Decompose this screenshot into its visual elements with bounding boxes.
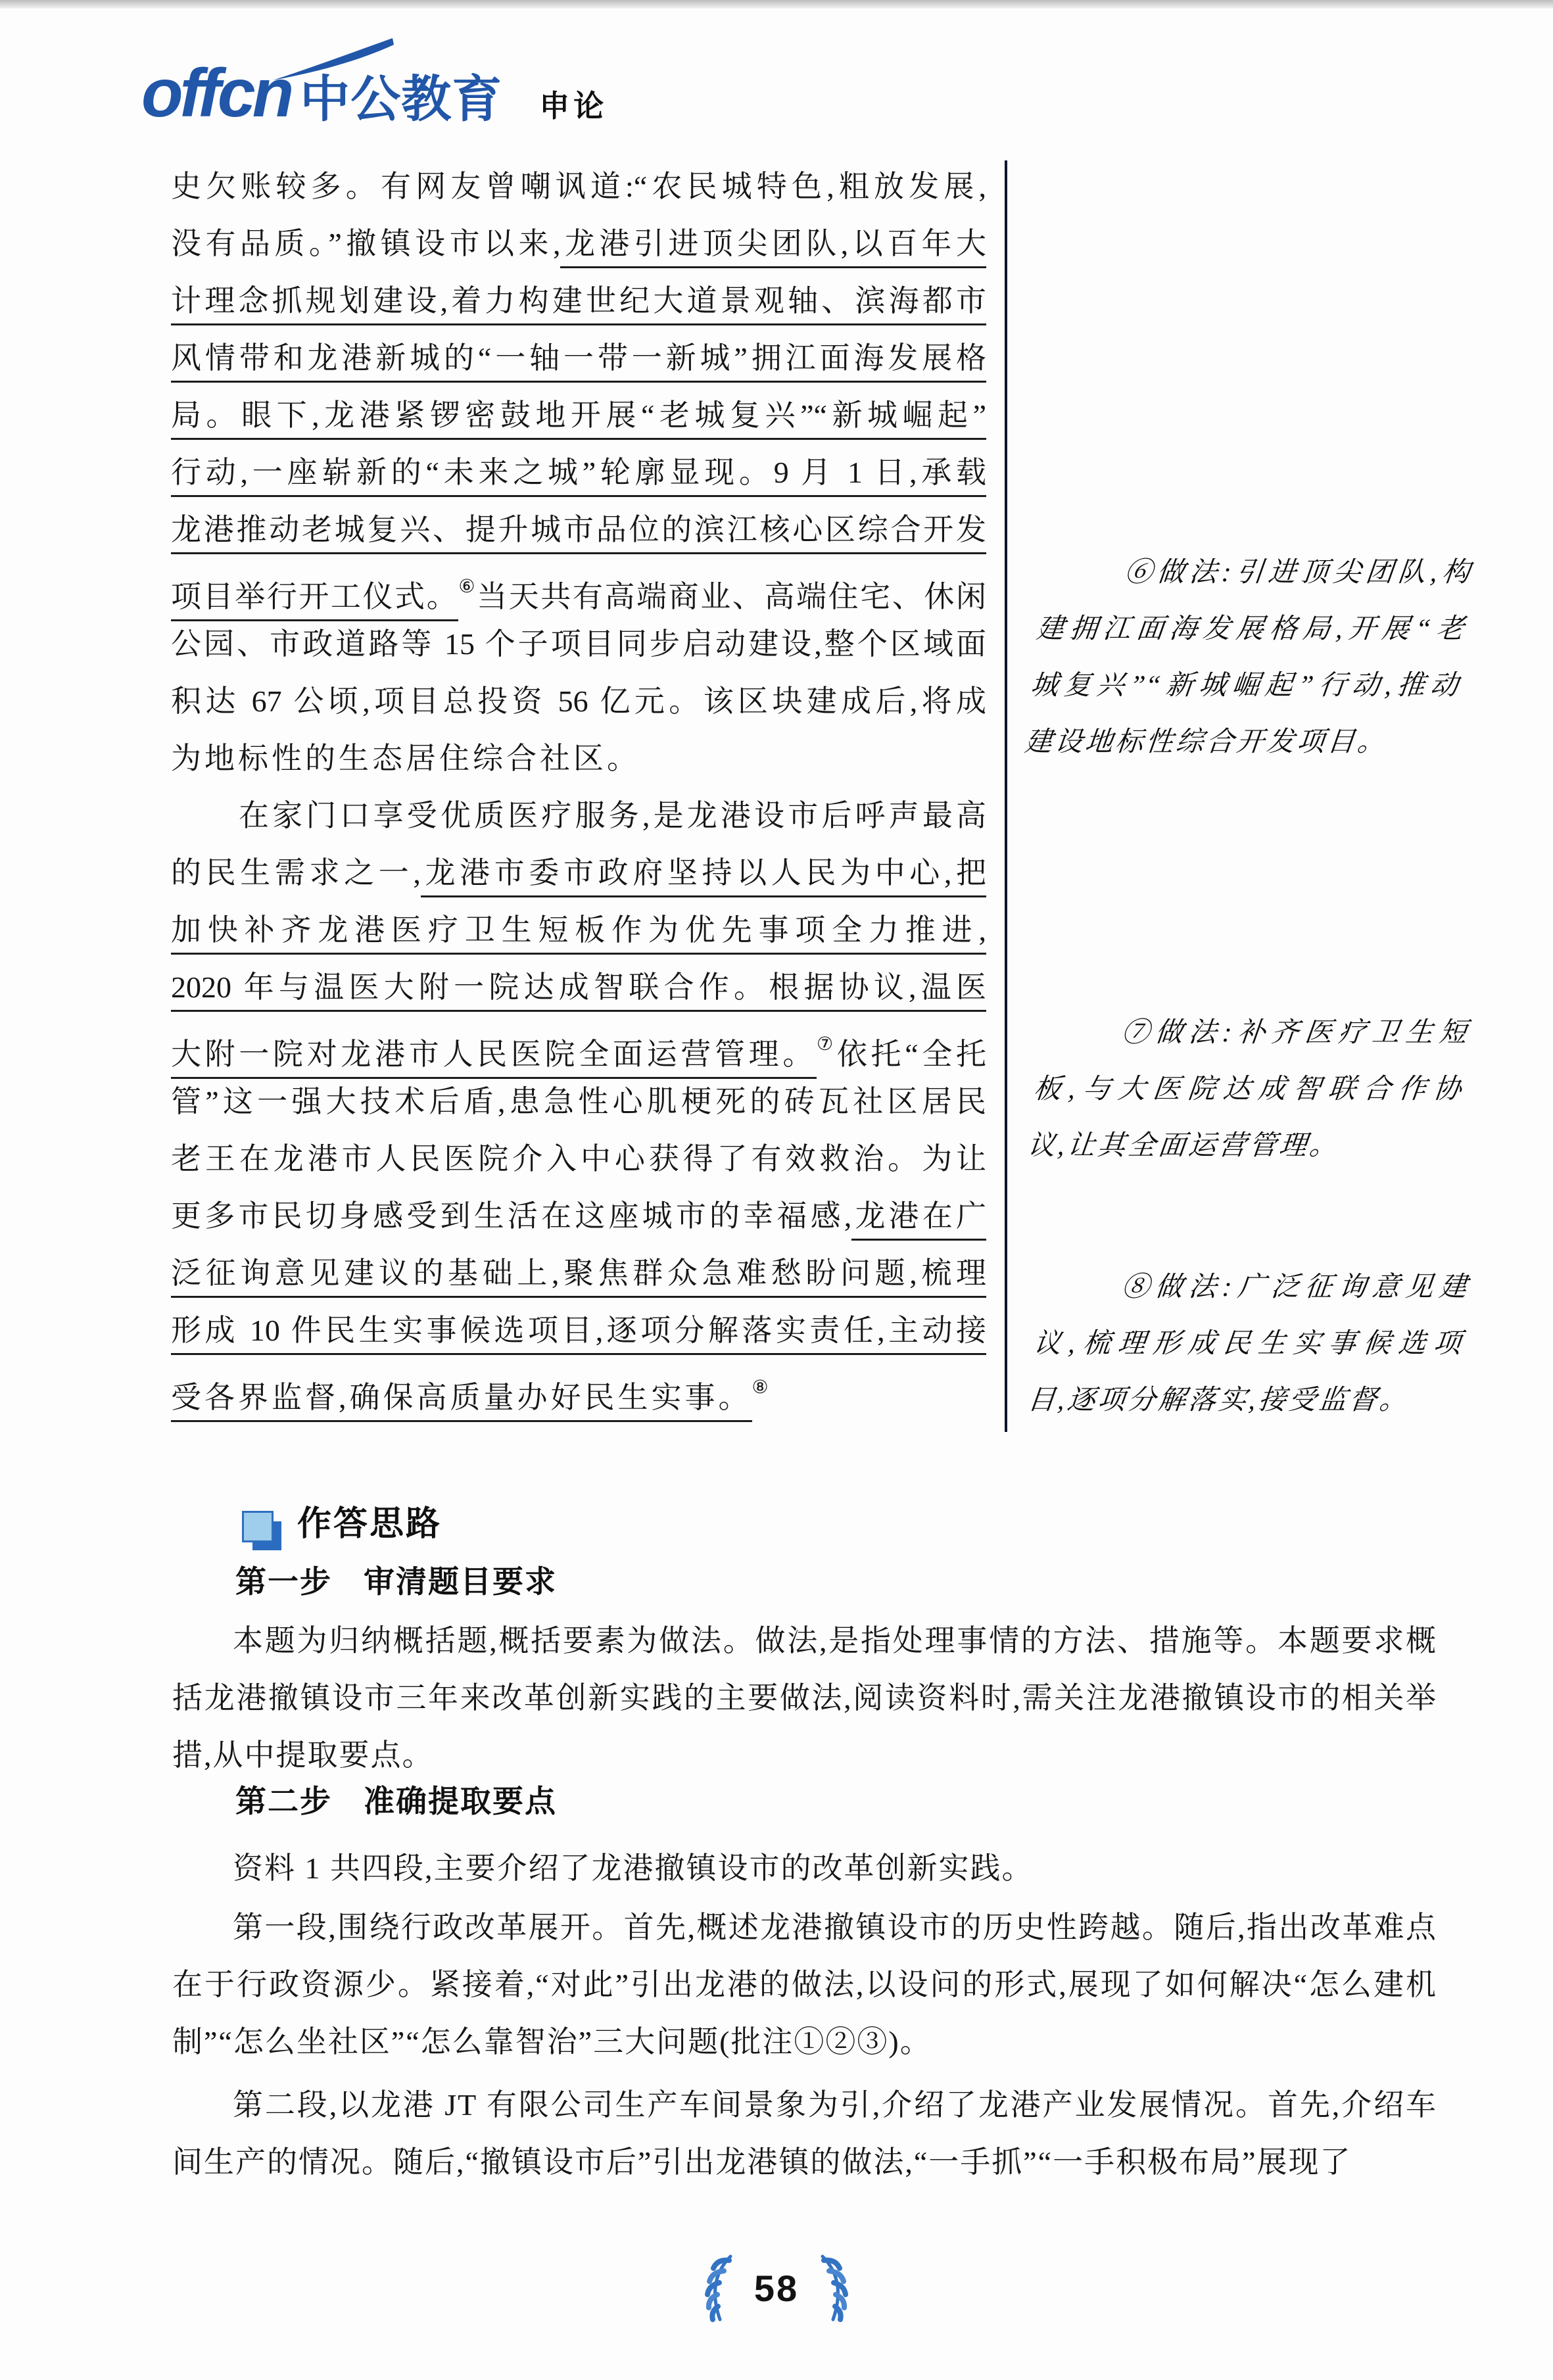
plain-text: 管”这一强大技术后盾,患急性心肌梗死的砖瓦社区居民: [171, 1085, 986, 1118]
text-line: [171, 558, 986, 615]
text-line: [171, 730, 986, 787]
note-line: 板,与大医院达成智联合作协: [1032, 1074, 1463, 1105]
plain-text: 积达 67 公顷,项目总投资 56 亿元。该区块建成后,将成: [171, 684, 986, 718]
analysis-paragraph-4: 第二段,以龙港 JT 有限公司生产车间景象为引,介绍了龙港产业发展情况。首先,介绍车间生产的情况。随后,“撤镇设市后”引出龙港镇的做法,“一手抓”“一手积极布局”展现了: [172, 2088, 1437, 2179]
logo-wordmark: offcn: [141, 55, 291, 131]
step-1-heading: [235, 1563, 557, 1600]
step-1-title: 审清题目要求: [364, 1564, 557, 1599]
annotation-ref: ⑧: [752, 1377, 769, 1398]
plain-text: 老王在龙港市人民医院介入中心获得了有效救治。为让: [171, 1142, 986, 1176]
analysis-paragraph-1: 本题为归纳概括题,概括要素为做法。做法,是指处理事情的方法、措施等。本题要求概括龙港撤镇设市三年来改革创新实践的主要做法,阅读资料时,需关注龙港撤镇设市的相关举措,从中提取要点。: [172, 1624, 1437, 1772]
text-line: [171, 272, 986, 329]
margin-divider: [1005, 160, 1007, 1432]
underlined-text: 计理念抓规划建设,着力构建世纪大道景观轴、滨海都市: [171, 284, 986, 325]
margin-note-8: [1024, 1259, 1469, 1429]
text-line: [171, 1130, 986, 1187]
step-2-heading: [235, 1783, 557, 1820]
text-line: [171, 215, 986, 272]
text-line: [171, 158, 986, 215]
margin-note-7: [1024, 1005, 1469, 1174]
note-line: 建设地标性综合开发项目。: [1023, 727, 1389, 757]
plain-text: 在家门口享受优质医疗服务,是龙港设市后呼声最高: [239, 799, 986, 832]
note-line: 建拥江面海发展格局,开展“老: [1035, 614, 1466, 644]
text-line: [171, 1073, 986, 1130]
laurel-right-icon: [816, 2254, 853, 2322]
underlined-text: 项目举行开工仪式。: [171, 580, 458, 621]
plain-text: 当天共有高端商业、高端住宅、休闲: [477, 580, 987, 613]
underlined-text: 龙港推动老城复兴、提升城市品位的滨江核心区综合开发: [171, 513, 986, 554]
underlined-text: 2020 年与温医大附一院达成智联合作。根据协议,温医: [171, 970, 986, 1012]
plain-text: 公园、市政道路等 15 个子项目同步启动建设,整个区域面: [171, 627, 986, 661]
underlined-text: 形成 10 件民生实事候选项目,逐项分解落实责任,主动接: [171, 1314, 986, 1355]
text-line: [171, 615, 986, 673]
laurel-left-icon: [700, 2254, 737, 2322]
note-line: 议,梳理形成民生实事候选项: [1032, 1329, 1463, 1359]
text-line: [171, 501, 986, 558]
note-line: 议,让其全面运营管理。: [1026, 1131, 1341, 1161]
underlined-text: 大附一院对龙港市人民医院全面运营管理。: [171, 1037, 817, 1079]
text-line: [171, 1359, 986, 1416]
brand-name: 中公教育: [300, 72, 503, 128]
underlined-text: 局。眼下,龙港紧锣密鼓地开展“老城复兴”“新城崛起”: [171, 398, 986, 440]
text-line: [171, 444, 986, 501]
text-line: [171, 1187, 986, 1245]
underlined-text: 龙港市委市政府坚持以人民为中心,把: [421, 856, 986, 897]
article-lines: [171, 158, 986, 1416]
step-2-title: 准确提取要点: [364, 1784, 557, 1819]
plain-text: 依托“全托: [836, 1037, 987, 1071]
text-line: [171, 673, 986, 730]
note-line: ⑥做法:引进顶尖团队,构: [1123, 558, 1471, 588]
page-header: [141, 55, 608, 131]
text-line: [171, 901, 986, 959]
underlined-text: 加快补齐龙港医疗卫生短板作为优先事项全力推进,: [171, 913, 986, 955]
page-footer: [0, 2254, 1553, 2322]
text-line: [171, 959, 986, 1016]
note-line: 目,逐项分解落实,接受监督。: [1026, 1385, 1412, 1416]
annotation-ref: ⑥: [458, 577, 477, 597]
text-line: [171, 1302, 986, 1359]
underlined-text: 龙港在广: [851, 1199, 986, 1241]
plain-text: 为地标性的生态居住综合社区。: [171, 742, 640, 775]
brand-logo: [141, 55, 503, 131]
text-line: [171, 387, 986, 444]
plain-text: 没有品质。”撤镇设市以来,: [171, 227, 561, 260]
analysis-paragraph-2: 资料 1 共四段,主要介绍了龙港撤镇设市的改革创新实践。: [233, 1851, 1034, 1885]
plain-text: 更多市民切身感受到生活在这座城市的幸福感,: [171, 1199, 852, 1233]
underlined-text: 龙港引进顶尖团队,以百年大: [560, 227, 986, 268]
article-column: [171, 158, 986, 1416]
text-line: [171, 1245, 986, 1302]
text-line: [171, 787, 986, 844]
text-line: [171, 329, 986, 387]
underlined-text: 受各界监督,确保高质量办好民生实事。: [171, 1381, 752, 1422]
plain-text: 的民生需求之一,: [171, 856, 421, 890]
section-title: 作答思路: [297, 1505, 442, 1543]
underlined-text: 行动,一座崭新的“未来之城”轮廓显现。9 月 1 日,承载: [171, 456, 986, 497]
text-line: [171, 1016, 986, 1073]
underlined-text: 风情带和龙港新城的“一轴一带一新城”拥江面海发展格: [171, 341, 986, 383]
step-1-label: 第一步: [235, 1564, 332, 1599]
analysis-paragraph-3: 第一段,围绕行政改革展开。首先,概述龙港撤镇设市的历史性跨越。随后,指出改革难点在于行政资源少。紧接着,“对此”引出龙港的做法,以设问的形式,展现了如何解决“怎么建机制”“怎么坐社区”“怎么靠智治”三大问题(批注①②③)。: [172, 1911, 1437, 2059]
front-square-icon: [242, 1511, 274, 1542]
logo-swoosh-icon: [270, 37, 395, 83]
subject-label: 申论: [539, 89, 608, 123]
margin-note-6: [1022, 544, 1473, 771]
step-2-label: 第二步: [235, 1784, 332, 1819]
scan-edge: [0, 0, 1553, 9]
underlined-text: 泛征询意见建议的基础上,聚焦群众急难愁盼问题,梳理: [171, 1256, 986, 1298]
page-number: 58: [753, 2267, 800, 2309]
text-line: [171, 844, 986, 901]
plain-text: 史欠账较多。有网友曾嘲讽道:“农民城特色,粗放发展,: [171, 170, 986, 203]
overlapping-squares-icon: [242, 1511, 284, 1553]
note-line: ⑧做法:广泛征询意见建: [1120, 1272, 1469, 1302]
note-line: ⑦做法:补齐医疗卫生短: [1120, 1018, 1469, 1048]
annotation-ref: ⑦: [817, 1034, 837, 1055]
note-line: 城复兴”“新城崛起”行动,推动: [1029, 671, 1460, 701]
